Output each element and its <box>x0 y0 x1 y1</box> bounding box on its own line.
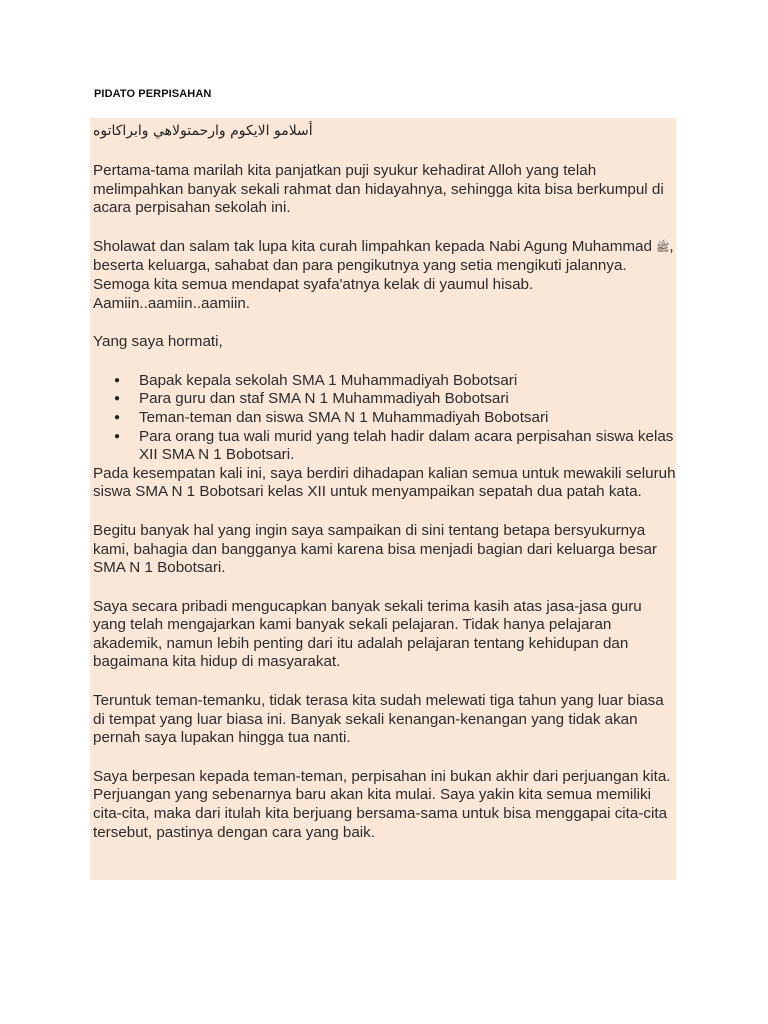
salawat-symbol: ﷺ <box>656 240 670 254</box>
list-item-text: Para guru dan staf SMA N 1 Muhammadiyah Bobotsari <box>139 390 509 408</box>
list-item <box>93 390 677 409</box>
list-item <box>93 428 677 465</box>
list-item-text: Para orang tua wali murid yang telah hadir dalam acara perpisahan siswa kelas XII SMA N 1 Bobotsari. <box>139 427 674 464</box>
paragraph-sholawat <box>93 238 677 313</box>
paragraph-message: Saya berpesan kepada teman-teman, perpisahan ini bukan akhir dari perjuangan kita. Perjuangan yang sebenarnya baru akan kita mulai. Saya yakin kita semua memiliki cita-cita, maka dari itulah kita berjuang bersama-sama untuk bisa menggapai cita-cita tersebut, pastinya dengan cara yang baik. <box>93 767 671 841</box>
sholawat-text-2: , beserta keluarga, sahabat dan para pengikutnya yang setia mengikuti jalannya. Semoga kita semua mendapat syafa'atnya kelak di yaumul hisab. Aamiin..aamiin..aamiin. <box>93 237 674 312</box>
list-item <box>93 409 677 428</box>
bullet-icon: ● <box>114 374 121 386</box>
bullet-icon: ● <box>114 411 121 423</box>
paragraph-thanks-teachers: Saya secara pribadi mengucapkan banyak sekali terima kasih atas jasa-jasa guru yang telah mengajarkan kami banyak sekali pelajaran. Tidak hanya pelajaran akademik, namun lebih penting dari itu adalah pelajaran tentang kehidupan dan bagaimana kita hidup di masyarakat. <box>93 597 642 671</box>
sholawat-text-1: Sholawat dan salam tak lupa kita curah limpahkan kepada Nabi Agung Muhammad <box>93 237 657 255</box>
list-item <box>93 372 677 391</box>
paragraph-representation: Pada kesempatan kali ini, saya berdiri dihadapan kalian semua untuk mewakili seluruh siswa SMA N 1 Bobotsari kelas XII untuk menyampaikan sepatah dua patah kata. <box>93 464 676 501</box>
paragraph-gratitude-family: Begitu banyak hal yang ingin saya sampaikan di sini tentang betapa bersyukurnya kami, bahagia dan bangganya kami karena bisa menjadi bagian dari keluarga besar SMA N 1 Bobotsari. <box>93 521 657 577</box>
document-title: PIDATO PERPISAHAN <box>94 88 212 100</box>
highlight-gap <box>0 0 28 112</box>
speech-body <box>93 118 677 842</box>
list-item-text: Bapak kepala sekolah SMA 1 Muhammadiyah Bobotsari <box>139 371 518 389</box>
paragraph-opening: Pertama-tama marilah kita panjatkan puji syukur kehadirat Alloh yang telah melimpahkan banyak sekali rahmat dan hidayahnya, sehingga kita bisa berkumpul di acara perpisahan sekolah ini. <box>93 162 664 217</box>
arabic-greeting: أسلامو الايكوم وارحمتولاهي وابراكاتوه <box>93 123 313 139</box>
salutation: Yang saya hormati, <box>93 333 223 351</box>
honoree-list <box>93 372 677 465</box>
paragraph-friends: Teruntuk teman-temanku, tidak terasa kita sudah melewati tiga tahun yang luar biasa di tempat yang luar biasa ini. Banyak sekali kenangan-kenangan yang tidak akan pernah saya lupakan hingga tua nanti. <box>93 692 664 747</box>
bullet-icon: ● <box>114 393 121 405</box>
bullet-icon: ● <box>114 430 121 442</box>
list-item-text: Teman-teman dan siswa SMA N 1 Muhammadiyah Bobotsari <box>139 408 549 426</box>
